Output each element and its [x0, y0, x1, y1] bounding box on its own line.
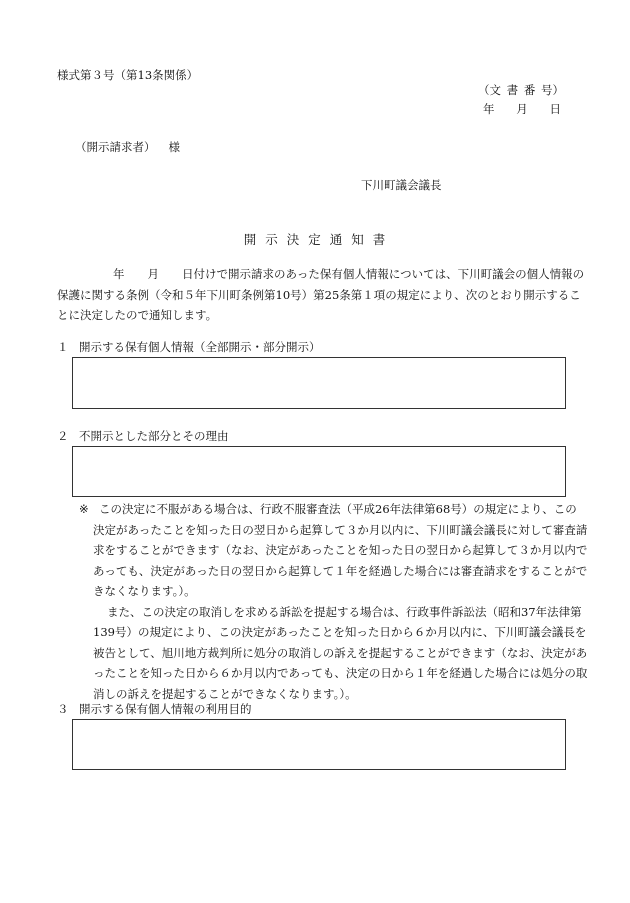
note-line: 求をすることができます（なお、決定があったことを知った日の翌日から起算して３か月以内で	[93, 543, 588, 557]
body-line: 年 月 日付けで開示請求のあった保有個人情報については、下川町議会の個人情報の	[113, 267, 585, 281]
section-number: ３	[57, 702, 69, 716]
document-number-part: 号）	[540, 83, 564, 97]
section-1-input-box[interactable]	[72, 357, 566, 409]
note-line: 決定があったことを知った日の翌日から起算して３か月以内に、下川町議会議長に対して審査請	[93, 522, 588, 537]
date-line	[483, 104, 561, 116]
requester-honorific: 様	[168, 140, 180, 154]
note-line: 139号）の規定により、この決定があったことを知った日から６か月以内に、下川町議会議長を	[93, 625, 587, 639]
sender: 下川町議会議長	[361, 178, 442, 192]
page-title: 開 示 決 定 通 知 書	[243, 232, 387, 247]
note-mark: ※	[79, 502, 89, 516]
document-number-part: （文	[478, 83, 501, 97]
section-1-heading	[57, 342, 321, 354]
note-line: ※ この決定に不服がある場合は、行政不服審査法（平成26年法律第68号）の規定により、この	[79, 499, 579, 520]
date-month: 月	[516, 102, 528, 116]
section-label: 不開示とした部分とその理由	[79, 429, 229, 443]
document-number-part: 書	[506, 83, 519, 97]
document-number-part: 番	[523, 83, 536, 97]
section-2-heading	[57, 431, 229, 443]
section-2-input-box[interactable]	[72, 446, 566, 497]
date-year: 年	[483, 102, 495, 116]
note-line: あっても、決定があった日の翌日から起算して１年を経過した場合には審査請求をすることがで	[93, 563, 588, 578]
body-paragraph	[57, 264, 585, 326]
note-line: きなくなります。）。	[93, 584, 196, 598]
form-number: 様式第３号（第13条関係）	[57, 68, 199, 82]
section-number: １	[57, 340, 69, 354]
note-line: また、この決定の取消しを求める訴訟を提起する場合は、行政事件訴訟法（昭和37年法律第	[107, 604, 582, 619]
section-label: 開示する保有個人情報の利用目的	[79, 702, 252, 716]
body-line: 保護に関する条例（令和５年下川町条例第10号）第25条第１項の規定により、次のとおり開示するこ	[57, 287, 581, 302]
note-line: 消しの訴えを提起することができなくなります。）。	[93, 686, 357, 701]
appeal-note	[79, 499, 588, 704]
section-3-input-box[interactable]	[72, 719, 566, 770]
date-day: 日	[549, 102, 561, 116]
section-3-heading	[57, 704, 252, 716]
note-line: 被告として、旭川地方裁判所に処分の取消しの訴えを提起することができます（なお、決定があ	[93, 645, 588, 660]
section-label: 開示する保有個人情報（全部開示・部分開示）	[79, 340, 321, 354]
document-number-line	[478, 85, 564, 97]
requester-line	[75, 142, 180, 154]
note-line: ったことを知った日から６か月以内であっても、決定の日から１年を経過した場合には処分の取	[93, 666, 588, 680]
section-number: ２	[57, 429, 69, 443]
requester-label: （開示請求者）	[75, 140, 156, 154]
body-line: とに決定したので通知します。	[57, 308, 218, 322]
